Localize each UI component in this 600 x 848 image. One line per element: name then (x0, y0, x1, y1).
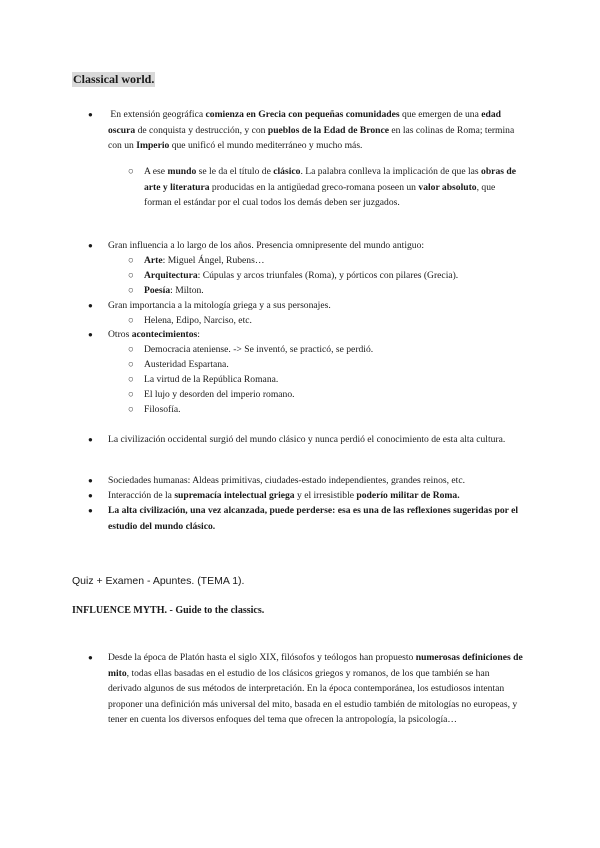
quiz-note: Quiz + Examen - Apuntes. (TEMA 1). (72, 575, 245, 587)
sub-item-democracia: Democracia ateniense. -> Se inventó, se practicó, se perdió. (144, 344, 374, 355)
circle-bullet-icon: ○ (128, 404, 134, 415)
sub-item-classic: A ese mundo se le da el título de clásico. La palabra conlleva la implicación de que las obras de arte y literatura producidas en la antigüedad greco-romana poseen un valor absoluto, que forman el estándar por el cual todos los demás deben ser juzgados. (144, 166, 516, 208)
circle-bullet-icon: ○ (128, 374, 134, 385)
sub-item-poesia: Poesía: Milton. (144, 285, 204, 296)
bullet-icon: ● (88, 330, 93, 339)
bullet-item-9: Desde la época de Platón hasta el siglo XIX, filósofos y teólogos han propuesto numerosas definiciones de mito, todas ellas basadas en el estudio de los clásicos griegos y romanos, de los que también se han derivado algunos de sus métodos de interpretación. En la época contemporánea, los estudiosos intentan proponer una definición más universal del mito, basada en el estudio también de mitologías no europeas, y tener en cuenta los diversos enfoques del tema que ofrecen la antropología, la psicología… (108, 652, 523, 725)
circle-bullet-icon: ○ (128, 285, 134, 296)
bullet-icon: ● (88, 301, 93, 310)
bullet-icon: ● (88, 653, 93, 662)
sub-item-lujo: El lujo y desorden del imperio romano. (144, 389, 295, 400)
bullet-item-6: Sociedades humanas: Aldeas primitivas, ciudades-estado independientes, grandes reinos, etc. (108, 475, 465, 486)
bullet-icon: ● (88, 435, 93, 444)
circle-bullet-icon: ○ (128, 389, 134, 400)
bullet-item-7: Interacción de la supremacía intelectual griega y el irresistible poderío militar de Roma. (108, 490, 460, 501)
sub-item-filosofia: Filosofía. (144, 404, 181, 415)
bullet-item-8: La alta civilización, una vez alcanzada, puede perderse: esa es una de las reflexiones sugeridas por el estudio del mundo clásico. (108, 505, 519, 532)
bullet-icon: ● (88, 110, 93, 119)
circle-bullet-icon: ○ (128, 255, 134, 266)
circle-bullet-icon: ○ (128, 270, 134, 281)
bullet-icon: ● (88, 491, 93, 500)
bullet-item-5: La civilización occidental surgió del mundo clásico y nunca perdió el conocimiento de esta alta cultura. (108, 434, 506, 445)
bullet-icon: ● (88, 476, 93, 485)
bullet-item-4: Otros acontecimientos: (108, 329, 200, 340)
bullet-item-2: Gran influencia a lo largo de los años. Presencia omnipresente del mundo antiguo: (108, 240, 425, 251)
bullet-icon: ● (88, 506, 93, 515)
circle-bullet-icon: ○ (128, 359, 134, 370)
bullet-icon: ● (88, 241, 93, 250)
circle-bullet-icon: ○ (128, 166, 134, 177)
sub-item-arquitectura: Arquitectura: Cúpulas y arcos triunfales (Roma), y pórticos con pilares (Grecia). (144, 270, 459, 281)
bullet-item-3: Gran importancia a la mitología griega y a sus personajes. (108, 300, 331, 311)
circle-bullet-icon: ○ (128, 344, 134, 355)
sub-item-arte: Arte: Miguel Ángel, Rubens… (144, 255, 265, 266)
section-heading: INFLUENCE MYTH. - Guide to the classics. (72, 605, 265, 616)
bullet-item-1: En extensión geográfica comienza en Grecia con pequeñas comunidades que emergen de una edad oscura de conquista y destrucción, y con pueblos de la Edad de Bronce en las colinas de Roma; termina con un Imperio que unificó el mundo mediterráneo y mucho más. (108, 109, 515, 151)
sub-item-austeridad: Austeridad Espartana. (144, 359, 229, 370)
circle-bullet-icon: ○ (128, 315, 134, 326)
sub-item-personajes: Helena, Edipo, Narciso, etc. (144, 315, 252, 326)
document-title: Classical world. (73, 72, 155, 86)
sub-item-virtud: La virtud de la República Romana. (144, 374, 279, 385)
